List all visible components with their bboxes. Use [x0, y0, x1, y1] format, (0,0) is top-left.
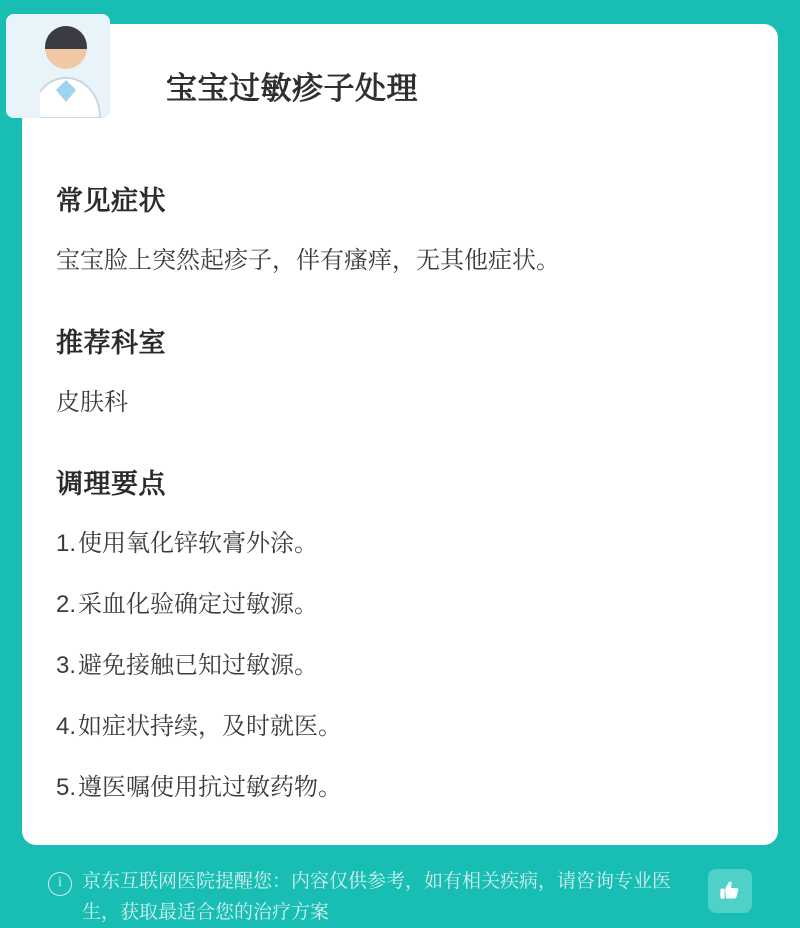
- info-circle-icon: i: [48, 872, 72, 896]
- step-number: 2.: [56, 591, 77, 619]
- step-text: 避免接触已知过敏源。: [78, 651, 319, 679]
- step-text: 遵医嘱使用抗过敏药物。: [78, 773, 343, 801]
- disclaimer-text: 京东互联网医院提醒您：内容仅供参考，如有相关疾病，请咨询专业医生，获取最适合您的治疗方案: [82, 871, 672, 923]
- step-text: 使用氧化锌软膏外涂。: [78, 530, 319, 558]
- thumbs-up-icon[interactable]: [708, 869, 752, 913]
- list-item: [56, 588, 744, 623]
- step-number: 1.: [56, 530, 77, 558]
- content-card: [22, 24, 778, 845]
- step-number: 5.: [56, 773, 77, 801]
- step-text: 如症状持续，及时就医。: [78, 712, 343, 740]
- step-number: 4.: [56, 712, 77, 740]
- list-item: [56, 771, 744, 806]
- step-number: 3.: [56, 651, 77, 679]
- section-text-department: 皮肤科: [56, 388, 128, 416]
- step-text: 采血化验确定过敏源。: [78, 591, 319, 619]
- section-heading-care-points: 调理要点: [56, 469, 166, 500]
- person-avatar-icon: [6, 14, 110, 118]
- footer-disclaimer-bar: [22, 845, 778, 928]
- care-steps-list: [56, 527, 744, 805]
- section-text-symptoms: 宝宝脸上突然起疹子，伴有瘙痒，无其他症状。: [56, 246, 560, 274]
- page-title: 宝宝过敏疹子处理: [166, 71, 418, 106]
- list-item: [56, 649, 744, 684]
- section-heading-symptoms: 常见症状: [56, 185, 166, 216]
- section-heading-department: 推荐科室: [56, 327, 166, 358]
- list-item: [56, 527, 744, 562]
- list-item: [56, 710, 744, 745]
